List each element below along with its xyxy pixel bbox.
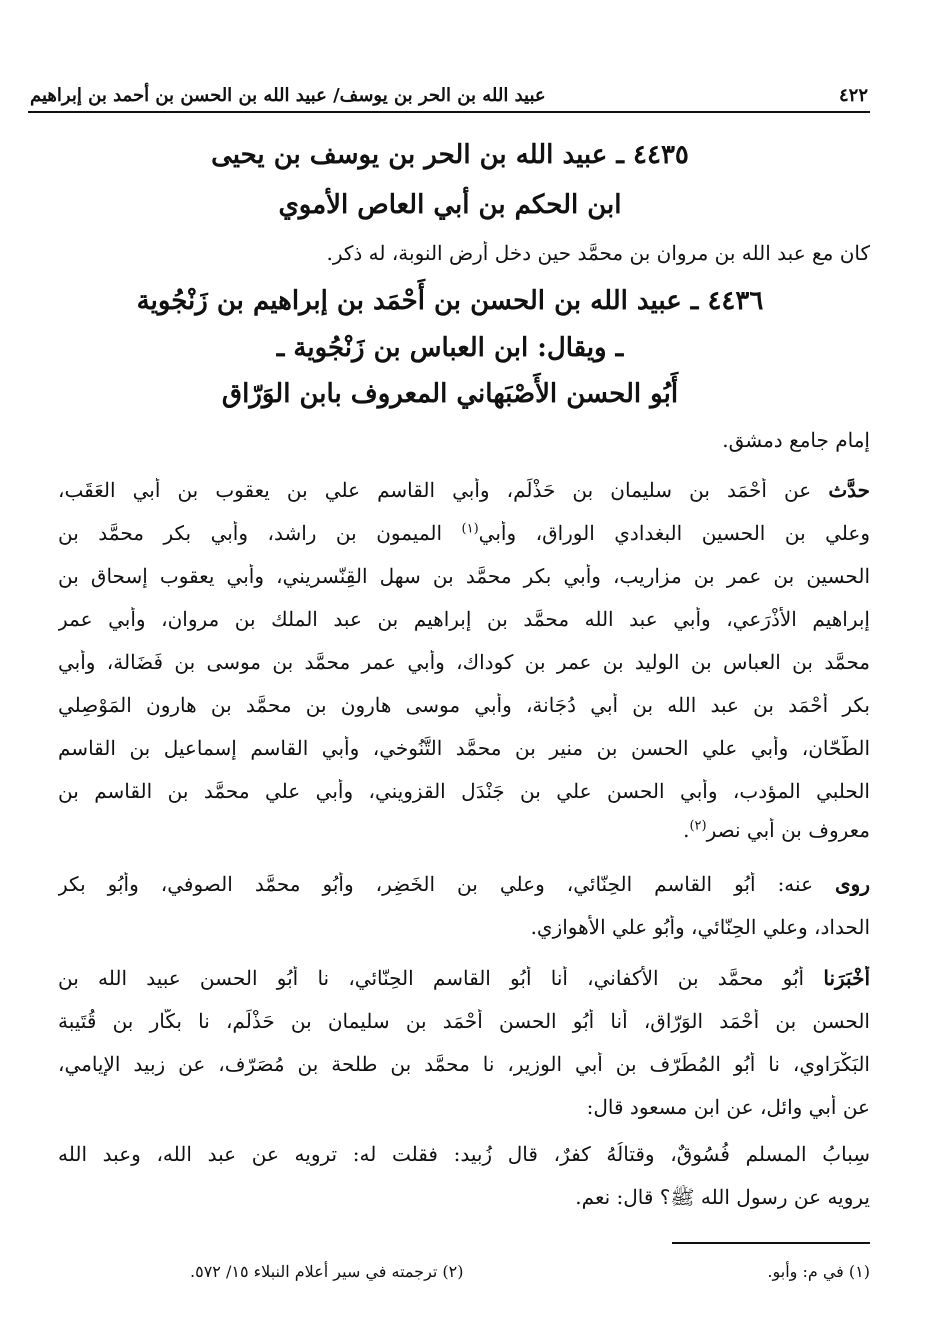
haddath-line-2: وعلي بن الحسين البغدادي الوراق، وأبي$^{(١)}$ الميمون بن راشد، وأبي بكر محمَّد بن <box>58 521 870 545</box>
footnote-ref-1: (١) <box>461 521 479 537</box>
hadith-line-1: سِبابُ المسلم فُسُوقٌ، وقتالُهُ كفرٌ، قال زُبيد: فقلت له: ترويه عن عبد الله، وعبد الله <box>58 1142 870 1166</box>
page-number: ٤٢٢ <box>838 84 868 106</box>
haddath-line-6: بكر أَحْمَد بن عبد الله بن أبي دُجَانة، وأبي موسى هارون بن محمَّد بن هارون المَوْصِلي <box>58 693 870 717</box>
footnote-1: (١) في م: وأبو. <box>767 1262 870 1281</box>
header-divider <box>28 111 870 113</box>
footnote-ref-2: (٢) <box>689 818 707 834</box>
haddath-line-4: إبراهيم الأَذْرَعي، وأبي عبد الله محمَّد بن إبراهيم بن عبد الملك بن مروان، وأبي عمر <box>58 607 870 631</box>
footnote-2: (٢) ترجمته في سير أعلام النبلاء ١٥/ ٥٧٢. <box>190 1262 464 1281</box>
akhbarana-line-3: البَكْرَاوي، نا أَبُو المُطَرّف بن أبي الوزير، نا محمَّد بن طلحة بن مُصَرّف، عن زبيد الإيامي، <box>58 1052 870 1076</box>
running-title: عبيد الله بن الحر بن يوسف/ عبيد الله بن الحسن بن أحمد بن إبراهيم <box>30 84 546 106</box>
footnotes <box>190 1262 870 1281</box>
entry-4435-text: كان مع عبد الله بن مروان بن محمَّد حين دخل أرض النوبة، له ذكر. <box>326 241 870 265</box>
haddath-line-3: الحسين بن عمر بن مزاريب، وأبي بكر محمَّد بن سهل القِنّسريني، وأبي يعقوب إسحاق بن <box>58 564 870 588</box>
akhbarana-line-1: أَخْبَرَنا أَبُو محمَّد بن الأكفاني، أنا أَبُو القاسم الحِنّائي، نا أَبُو الحسن عبيد الله بن <box>58 966 870 990</box>
haddath-lead: حدَّث <box>828 478 870 502</box>
running-header <box>30 80 868 110</box>
rawa-lead: روى <box>835 872 870 896</box>
entry-4435-title-line-1: ٤٤٣٥ ـ عبيد الله بن الحر بن يوسف بن يحيى <box>211 140 689 170</box>
hadith-line-2: يرويه عن رسول الله ﷺ؟ قال: نعم. <box>575 1185 870 1209</box>
akhbarana-lead: أَخْبَرَنا <box>823 966 870 990</box>
haddath-line-8: الحلبي المؤدب، وأبي الحسن علي بن جَنْدَل القزويني، وأبي علي محمَّد بن القاسم بن <box>58 779 870 803</box>
entry-4436-title-line-2: ـ ويقال: ابن العباس بن زَنْجُوية ـ <box>276 333 624 363</box>
entry-4436-intro: إمام جامع دمشق. <box>722 428 870 452</box>
akhbarana-line-4: عن أبي وائل، عن ابن مسعود قال: <box>586 1095 870 1119</box>
entry-4436-title-line-1: ٤٤٣٦ ـ عبيد الله بن الحسن بن أَحْمَد بن إبراهيم بن زَنْجُوية <box>136 286 764 316</box>
footnote-divider <box>672 1242 870 1244</box>
rawa-line-2: الحداد، وعلي الحِنّائي، وأَبُو علي الأهوازي. <box>530 915 870 939</box>
rawa-line-1: روى عنه: أَبُو القاسم الحِنّائي، وعلي بن الخَضِر، وأَبُو محمَّد الصوفي، وأَبُو بكر <box>58 872 870 896</box>
haddath-line-1: حدَّث عن أَحْمَد بن سليمان بن حَذْلَم، وأبي القاسم علي بن يعقوب بن أبي العَقَب، <box>58 478 870 502</box>
haddath-line-5: محمَّد بن العباس بن الوليد بن عمر بن كوداك، وأبي عمر محمَّد بن موسى بن فَضَالة، وأبي <box>58 650 870 674</box>
akhbarana-line-2: الحسن بن أَحْمَد الوَرّاق، أنا أَبُو الحسن أَحْمَد بن سليمان بن حَذْلَم، نا بكّار بن قُتَيبة <box>58 1009 870 1033</box>
entry-4436-title-line-3: أَبُو الحسن الأَصْبَهاني المعروف بابن الوَرّاق <box>221 379 679 409</box>
haddath-line-9: معروف بن أبي نصر$^{(٢)}$. <box>683 818 870 842</box>
entry-4435-title-line-2: ابن الحكم بن أبي العاص الأموي <box>278 190 622 220</box>
haddath-line-7: الطّحّان، وأبي علي الحسن بن منير بن محمَّد التَّنُوخي، وأبي القاسم إسماعيل بن القاسم <box>58 736 870 760</box>
